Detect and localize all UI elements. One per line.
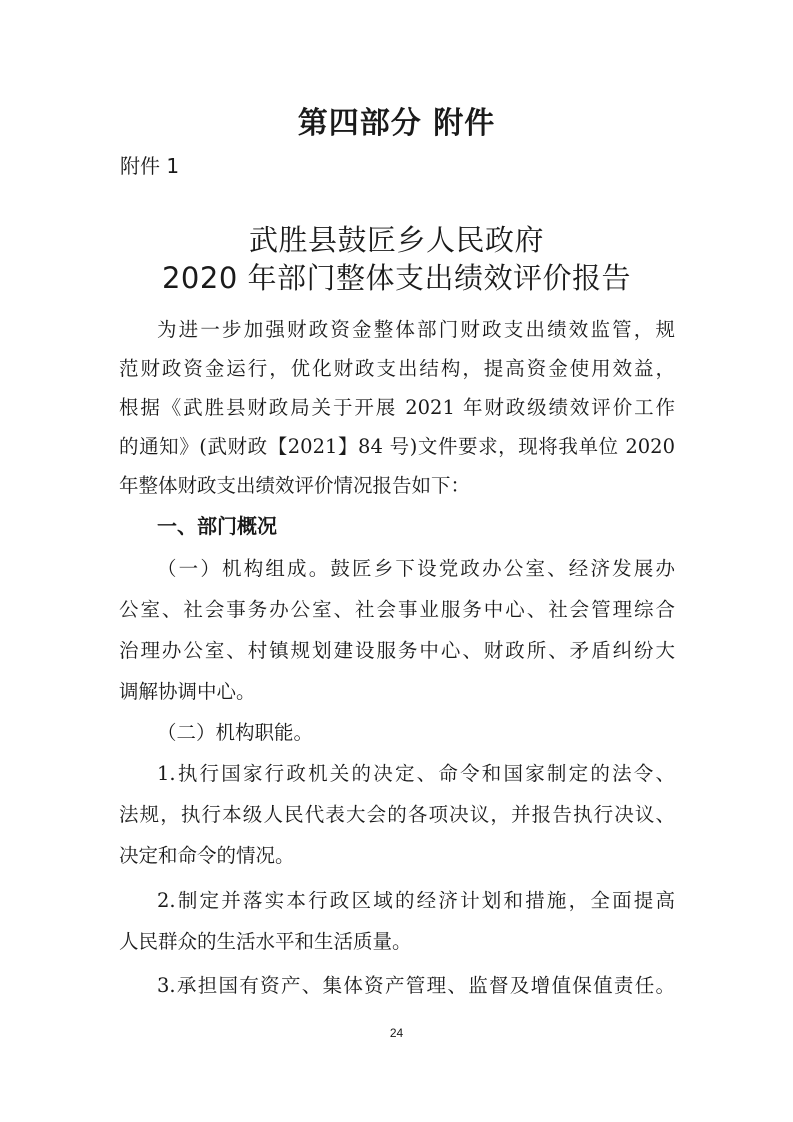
- paragraph-line: 公室、社会事务办公室、社会事业服务中心、社会管理综合: [119, 598, 675, 621]
- paragraph-line: 年整体财政支出绩效评价情况报告如下：: [119, 474, 471, 497]
- paragraph-line: 人民群众的生活水平和生活质量。: [119, 930, 412, 953]
- paragraph-line: （一）机构组成。鼓匠乡下设党政办公室、经济发展办: [157, 557, 675, 580]
- page-number: 24: [389, 1026, 404, 1040]
- paragraph-line: 范财政资金运行，优化财政支出结构，提高资金使用效益，: [119, 357, 675, 380]
- paragraph-line: 的通知》(武财政【2021】84 号)文件要求，现将我单位 2020: [119, 435, 675, 458]
- section-heading: 一、部门概况: [157, 514, 277, 538]
- paragraph-line: 3.承担国有资产、集体资产管理、监督及增值保值责任。: [157, 974, 675, 997]
- paragraph-line: 调解协调中心。: [119, 680, 256, 703]
- paragraph-line: 法规，执行本级人民代表大会的各项决议，并报告执行决议、: [119, 803, 675, 826]
- subsection-heading: （二）机构职能。: [157, 721, 314, 744]
- paragraph-line: 决定和命令的情况。: [119, 844, 295, 867]
- report-title-line-2: 2020 年部门整体支出绩效评价报告: [161, 261, 632, 295]
- paragraph-line: 治理办公室、村镇规划建设服务中心、财政所、矛盾纠纷大: [119, 639, 675, 662]
- paragraph-line: 2.制定并落实本行政区域的经济计划和措施，全面提高: [157, 889, 675, 912]
- attachment-label: 附件 1: [120, 154, 180, 178]
- paragraph-line: 为进一步加强财政资金整体部门财政支出绩效监管，规: [157, 318, 675, 341]
- paragraph-line: 1.执行国家行政机关的决定、命令和国家制定的法令、: [157, 762, 675, 785]
- report-title-line-1: 武胜县鼓匠乡人民政府: [248, 223, 544, 257]
- part-heading: 第四部分 附件: [297, 106, 496, 141]
- paragraph-line: 根据《武胜县财政局关于开展 2021 年财政级绩效评价工作: [119, 396, 675, 419]
